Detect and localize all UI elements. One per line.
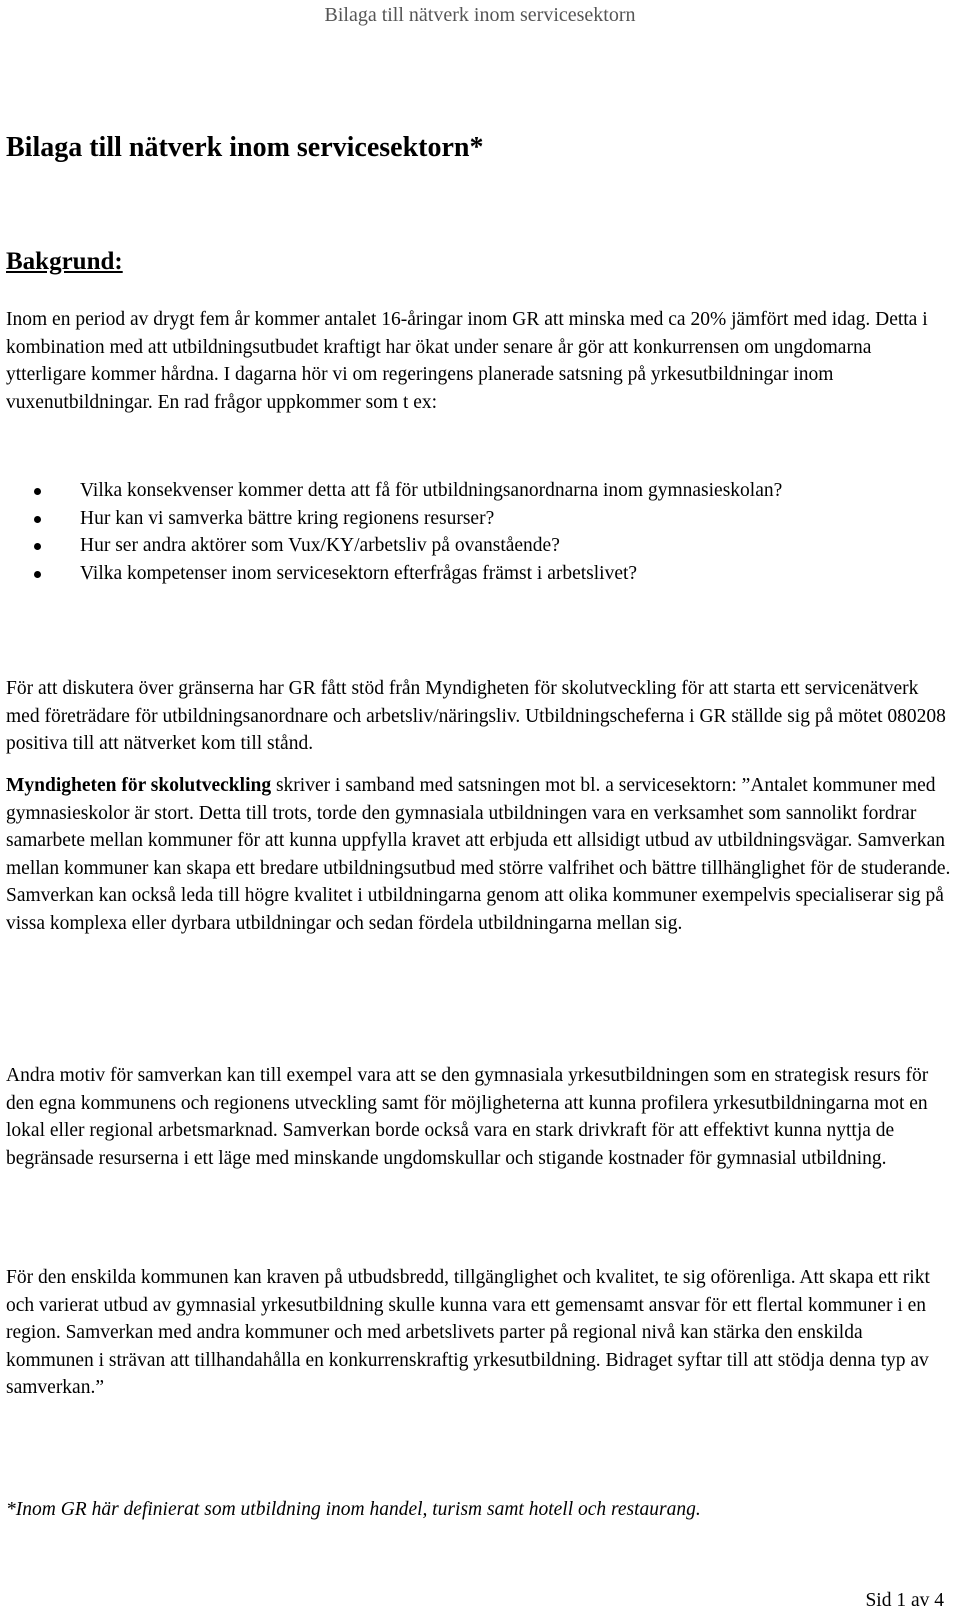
page-number: Sid 1 av 4 [865, 1590, 944, 1611]
document-page [6, 0, 954, 1520]
list-item [6, 505, 954, 533]
paragraph-municipality: För den enskilda kommunen kan kraven på utbudsbredd, tillgänglighet och kvalitet, te sig oförenliga. Att skapa ett rikt och varierat utbud av gymnasial yrkesutbildning skulle kunna vara ett gemensamt ansvar för ett flertal kommuner i en region. Samverkan med andra kommuner och med arbetslivets parter på regional nivå kan stärka den enskilda kommunen i strävan att tillhandahålla en konkurrenskraftig yrkesutbildning. Bidraget syftar till att stödja denna typ av samverkan.” [6, 1267, 930, 1399]
intro-paragraph: Inom en period av drygt fem år kommer antalet 16-åringar inom GR att minska med ca 20% jämfört med idag. Detta i kombination med att utbildningsutbudet kraftigt har ökat under senare år gör att konkurrensen om ungdomarna ytterligare kommer hårdna. I dagarna hör vi om regeringens planerade satsning på yrkesutbildningar inom vuxenutbildningar. En rad frågor uppkommer som t ex: [6, 309, 928, 413]
footnote: *Inom GR här definierat som utbildning inom handel, turism samt hotell och restaurang. [6, 1499, 701, 1520]
list-item [6, 532, 954, 560]
question-text: Vilka konsekvenser kommer detta att få för utbildningsanordnarna inom gymnasieskolan? [80, 480, 783, 501]
list-item [6, 477, 954, 505]
paragraph-quote-source: Myndigheten för skolutveckling [6, 775, 272, 796]
paragraph-quote [6, 772, 954, 938]
paragraph-quote-text: skriver i samband med satsningen mot bl. a servicesektorn: ”Antalet kommuner med gymnasieskolor är stort. Detta till trots, torde den gymnasiala utbildningen vara en verksamhet som sannolikt fordrar samarbete mellan kommuner för att kunna uppfylla kravet att erbjuda ett allsidigt utbud av utbildningsvägar. Samverkan mellan kommuner kan skapa ett bredare utbildningsutbud med större valfrihet och bättre tillhänglighet för de studerande. Samverkan kan också leda till högre kvalitet i utbildningarna genom att olika kommuner exempelvis specialiserar sig på vissa komplexa eller dyrbara utbildningar och sedan fördela utbildningarna mellan sig. [6, 775, 951, 934]
paragraph-network: För att diskutera över gränserna har GR fått stöd från Myndigheten för skolutveckling för att starta ett servicenätverk med företrädare för utbildningsanordnare och arbetsliv/näringsliv. Utbildningscheferna i GR ställde sig på mötet 080208 positiva till att nätverket kom till stånd. [6, 678, 946, 755]
question-text: Vilka kompetenser inom servicesektorn efterfrågas främst i arbetslivet? [80, 562, 638, 584]
bullet-icon [34, 516, 41, 523]
bullet-icon [34, 488, 41, 495]
section-heading-bakgrund: Bakgrund: [6, 248, 123, 275]
question-list [6, 477, 954, 587]
list-item [6, 560, 954, 588]
bullet-icon [34, 543, 41, 550]
paragraph-motives: Andra motiv för samverkan kan till exempel vara att se den gymnasiala yrkesutbildningen som en strategisk resurs för den egna kommunens och regionens utveckling samt för möjligheterna att kunna profilera yrkesutbildningarna mot en lokal eller regional arbetsmarknad. Samverkan borde också vara en stark drivkraft för att effektivt kunna nyttja de begränsade resurserna i ett läge med minskande ungdomskullar och stigande kostnader för gymnasial utbildning. [6, 1065, 929, 1169]
question-text: Hur kan vi samverka bättre kring regionens resurser? [80, 507, 495, 529]
document-title: Bilaga till nätverk inom servicesektorn* [6, 132, 484, 163]
running-header: Bilaga till nätverk inom servicesektorn [324, 4, 636, 26]
bullet-icon [34, 571, 41, 578]
question-text: Hur ser andra aktörer som Vux/KY/arbetsliv på ovanstående? [80, 535, 560, 557]
